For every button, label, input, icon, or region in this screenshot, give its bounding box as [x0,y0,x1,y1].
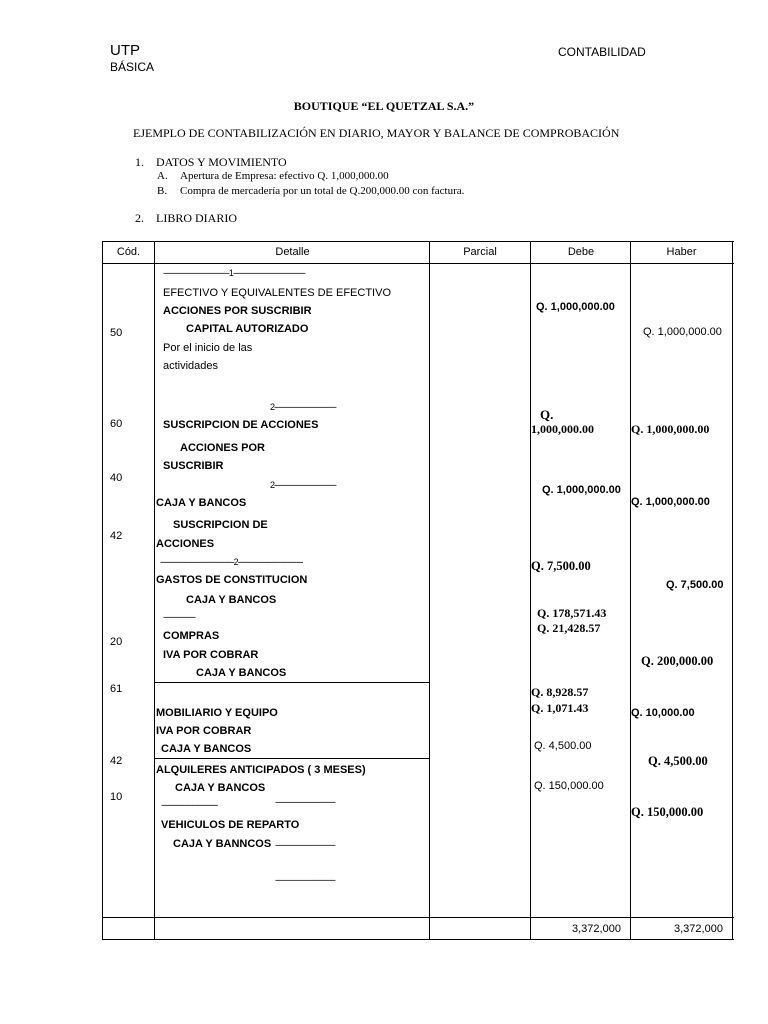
detail-account: MOBILIARIO Y EQUIPO [156,707,278,719]
codigo-cell: 40 [110,472,123,484]
debe-amount: Q. 150,000.00 [534,780,604,792]
section-1-item-a-letter: A. [157,170,168,182]
detail-account: VEHICULOS DE REPARTO [161,819,300,831]
detail-account: ALQUILERES ANTICIPADOS ( 3 MESES) [156,764,366,776]
column-divider-detalle [429,241,430,940]
detail-description: actividades [163,360,219,372]
document-title: BOUTIQUE “EL QUETZAL S.A.” [293,99,475,113]
haber-amount: Q. 1,000,000.00 [631,422,710,436]
codigo-cell: 50 [110,327,123,339]
column-header-parcial: Parcial [463,246,497,258]
section-2-number: 2. [135,211,144,225]
debe-amount: Q. [540,407,554,422]
detail-description: Por el inicio de las [163,342,253,354]
total-haber: 3,372,000 [674,923,723,935]
haber-amount: Q. 150,000.00 [631,805,704,819]
detail-entry-separator: ------------------------------ [275,840,335,850]
detail-account: CAJA Y BANCOS [156,497,247,509]
debe-amount: Q. 21,428.57 [537,621,601,635]
detail-entry-separator: ------------------------------ [275,797,335,807]
detail-account: ACCIONES POR SUSCRIBIR [163,305,312,317]
document-subtitle: EJEMPLO DE CONTABILIZACIÓN EN DIARIO, MAYOR Y BALANCE DE COMPROBACIÓN [133,126,620,140]
detail-account: ACCIONES POR [180,442,265,454]
codigo-cell: 42 [110,530,123,542]
debe-amount: Q. 4,500.00 [534,740,592,752]
debe-amount: Q. 8,928.57 [531,685,589,699]
detail-account: EFECTIVO Y EQUIVALENTES DE EFECTIVO [163,287,391,299]
haber-amount: Q. 10,000.00 [631,707,695,719]
detail-account: GASTOS DE CONSTITUCION [156,574,308,586]
detail-entry-separator: --------------------------------- [161,800,218,810]
detail-entry-separator: ---------------------------------1------------------------------------ [163,268,305,278]
debe-amount: Q. 178,571.43 [537,606,607,620]
detail-account: IVA POR COBRAR [156,725,252,737]
detail-entry-separator: ---------------- [163,612,195,622]
section-1-item-a-text: Apertura de Empresa: efectivo Q. 1,000,000.00 [180,170,389,182]
debe-amount: Q. 1,000,000.00 [536,301,615,313]
table-header-divider [102,263,734,264]
haber-amount: Q. 200,000.00 [641,654,714,668]
column-divider-debe [630,241,631,940]
header-left-title: UTP [110,42,140,59]
debe-amount: 1,000,000.00 [531,422,594,436]
codigo-cell: 60 [110,418,123,430]
detail-account: CAJA Y BANNCOS [173,838,272,850]
table-border-left [102,241,103,940]
haber-amount: Q. 1,000,000.00 [643,326,722,338]
detail-account: CAJA Y BANCOS [161,743,252,755]
detail-separator-line [155,682,430,683]
debe-amount: Q. 7,500.00 [531,559,591,573]
section-1-number: 1. [135,155,144,169]
section-1-item-b-text: Compra de mercadería por un total de Q.200,000.00 con factura. [180,185,465,197]
column-header-haber: Haber [666,246,697,258]
detail-account: ACCIONES [156,538,215,550]
section-1-item-b-letter: B. [157,185,168,197]
table-border-bottom [102,939,734,940]
detail-entry-separator: -----------------------------------------2------------------------------------ [160,557,303,567]
haber-amount: Q. 4,500.00 [648,754,708,768]
detail-account: CAJA Y BANCOS [186,594,277,606]
detail-account: COMPRAS [163,630,220,642]
section-2-heading: LIBRO DIARIO [156,211,237,225]
codigo-cell: 10 [110,791,123,803]
detail-entry-separator: 2------------------------------- [270,402,336,412]
codigo-cell: 20 [110,636,123,648]
detail-account: CAJA Y BANCOS [196,667,287,679]
total-debe: 3,372,000 [572,923,621,935]
column-header-detalle: Detalle [275,246,310,258]
detail-account: CAPITAL AUTORIZADO [186,323,309,335]
codigo-cell: 42 [110,755,123,767]
debe-amount: Q. 1,071.43 [531,701,589,715]
column-header-codigo: Cód. [116,246,141,258]
detail-account: CAJA Y BANCOS [175,782,266,794]
table-totals-divider [102,917,734,918]
table-border-top [102,241,734,242]
detail-account: IVA POR COBRAR [163,649,259,661]
header-left-subtitle: BÁSICA [110,60,155,74]
table-border-right [732,241,733,940]
detail-entry-separator: 2------------------------------- [270,480,336,490]
debe-amount: Q. 1,000,000.00 [542,484,621,496]
column-header-debe: Debe [567,246,595,258]
codigo-cell: 61 [110,683,123,695]
column-divider-codigo [154,241,155,940]
detail-separator-line [155,758,430,759]
haber-amount: Q. 1,000,000.00 [631,496,710,508]
column-divider-parcial [530,241,531,940]
detail-account: SUSCRIPCION DE [173,519,268,531]
header-right-title: CONTABILIDAD [558,45,646,59]
detail-entry-separator: ------------------------------ [275,875,335,885]
section-1-heading: DATOS Y MOVIMIENTO [156,155,287,169]
detail-account: SUSCRIPCION DE ACCIONES [163,419,319,431]
haber-amount: Q. 7,500.00 [666,579,724,591]
detail-account: SUSCRIBIR [163,460,224,472]
